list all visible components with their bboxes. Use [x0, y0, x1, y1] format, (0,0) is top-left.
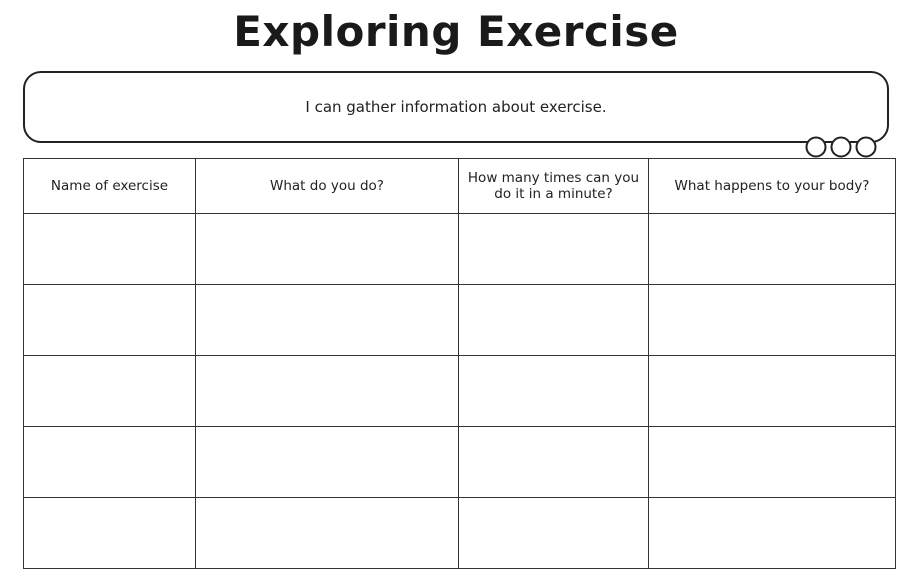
table-cell[interactable] — [459, 356, 649, 427]
table-cell[interactable] — [24, 285, 196, 356]
table-cell[interactable] — [196, 285, 459, 356]
table-cell[interactable] — [649, 214, 896, 285]
table-body — [24, 214, 896, 569]
header-body-effects: What happens to your body? — [649, 159, 896, 214]
worksheet-title: Exploring Exercise — [233, 7, 679, 56]
table-cell[interactable] — [649, 285, 896, 356]
table-cell[interactable] — [196, 214, 459, 285]
table-cell[interactable] — [649, 498, 896, 569]
table-cell[interactable] — [24, 214, 196, 285]
table-cell[interactable] — [24, 356, 196, 427]
table-row — [24, 498, 896, 569]
learning-objective-box — [23, 71, 889, 143]
table-cell[interactable] — [24, 498, 196, 569]
table-header-row — [24, 159, 896, 214]
progress-circles-icon — [805, 136, 877, 158]
header-times-per-minute: How many times can you do it in a minute? — [459, 159, 649, 214]
table-cell[interactable] — [649, 356, 896, 427]
table-row — [24, 214, 896, 285]
table-cell[interactable] — [24, 427, 196, 498]
table-cell[interactable] — [649, 427, 896, 498]
table-row — [24, 427, 896, 498]
exercise-table — [23, 158, 896, 569]
header-what-do-you-do: What do you do? — [196, 159, 459, 214]
table-row — [24, 285, 896, 356]
progress-circle-3 — [857, 138, 876, 157]
table-cell[interactable] — [459, 498, 649, 569]
progress-circle-2 — [832, 138, 851, 157]
table-cell[interactable] — [196, 356, 459, 427]
table-cell[interactable] — [196, 498, 459, 569]
header-name-of-exercise: Name of exercise — [24, 159, 196, 214]
table-cell[interactable] — [459, 285, 649, 356]
table-row — [24, 356, 896, 427]
progress-circle-1 — [807, 138, 826, 157]
table-cell[interactable] — [459, 427, 649, 498]
learning-objective-text: I can gather information about exercise. — [305, 98, 607, 116]
table-cell[interactable] — [196, 427, 459, 498]
table-cell[interactable] — [459, 214, 649, 285]
